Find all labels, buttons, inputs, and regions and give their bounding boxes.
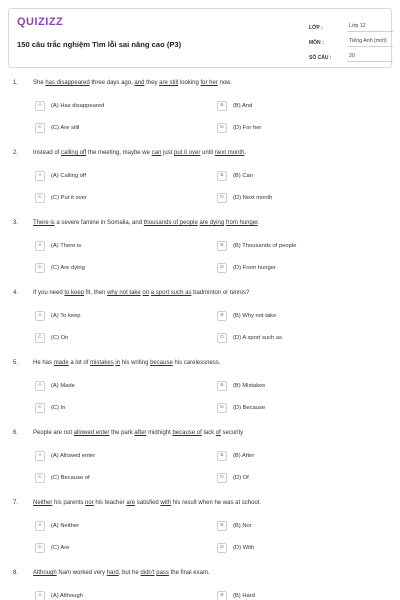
option-text: (A) Allowed enter xyxy=(51,452,96,459)
answer-option-a[interactable] xyxy=(35,240,81,251)
underlined-segment: calling off xyxy=(61,150,87,156)
text-segment: until xyxy=(200,150,215,156)
text-segment: . xyxy=(257,220,260,226)
text-segment: the meeting, maybe we xyxy=(86,150,152,156)
underlined-segment: Although xyxy=(33,570,57,576)
answer-option-a[interactable] xyxy=(35,170,86,181)
underlined-segment: mistakes xyxy=(90,360,114,366)
text-segment: the park xyxy=(109,430,135,436)
option-text: (D) Next month xyxy=(233,194,273,201)
option-text: (C) Are dying xyxy=(51,264,85,271)
question-text xyxy=(33,290,393,296)
option-letter-box[interactable]: A xyxy=(35,591,45,600)
text-segment: a lot of xyxy=(68,360,91,366)
question-text xyxy=(33,570,393,576)
underlined-segment: and xyxy=(134,80,145,86)
worksheet-meta xyxy=(309,20,393,65)
option-text: (D) Of xyxy=(233,474,249,481)
meta-row-count xyxy=(309,50,393,65)
option-text: (C) Are still xyxy=(51,124,80,131)
text-segment: lack xyxy=(201,430,216,436)
text-segment: his teacher xyxy=(93,500,127,506)
underlined-segment: made xyxy=(53,360,69,366)
answer-option-c[interactable] xyxy=(35,122,79,133)
underlined-segment: are xyxy=(126,500,136,506)
option-letter-box[interactable]: D xyxy=(217,543,227,553)
option-letter-box[interactable]: D xyxy=(217,193,227,203)
answer-option-c[interactable] xyxy=(35,402,66,413)
question-text xyxy=(33,220,393,226)
option-text: (A) There is xyxy=(51,242,82,249)
option-text: (A) Calling off xyxy=(51,172,87,179)
option-letter-box[interactable]: C xyxy=(35,123,45,133)
answer-option-c[interactable] xyxy=(35,332,68,343)
question-4 xyxy=(0,286,400,356)
option-text: (C) Because of xyxy=(51,474,90,481)
option-letter-box[interactable]: B xyxy=(217,591,227,600)
question-number: 8. xyxy=(13,570,19,576)
answer-option-d[interactable] xyxy=(217,472,249,483)
question-number: 2. xyxy=(13,150,19,156)
text-segment: midnight xyxy=(146,430,173,436)
answer-option-b[interactable] xyxy=(217,380,265,391)
option-text: (B) Thousands of people xyxy=(233,242,297,249)
option-letter-box[interactable]: D xyxy=(217,263,227,273)
answer-option-b[interactable] xyxy=(217,450,254,461)
underlined-segment: next month xyxy=(214,150,245,156)
underlined-segment: in xyxy=(115,360,121,366)
option-letter-box[interactable]: A xyxy=(35,241,45,251)
text-segment: his carelessness. xyxy=(172,360,221,366)
meta-value: 20 xyxy=(347,53,393,62)
text-segment: badminton or tennis? xyxy=(191,290,250,296)
question-text xyxy=(33,360,393,366)
question-text xyxy=(33,430,393,436)
option-text: (B) Mistakes xyxy=(233,382,266,389)
underlined-segment: has disappeared xyxy=(45,80,90,86)
question-number: 4. xyxy=(13,290,19,296)
question-number: 1. xyxy=(13,80,19,86)
answer-option-a[interactable] xyxy=(35,310,81,321)
text-segment: security xyxy=(220,430,244,436)
question-number: 5. xyxy=(13,360,19,366)
option-text: (B) Nor xyxy=(233,522,252,529)
meta-key: MÔN : xyxy=(309,39,324,46)
text-segment: they xyxy=(144,80,160,86)
option-text: (C) Are xyxy=(51,544,70,551)
underlined-segment: after xyxy=(134,430,147,436)
option-letter-box[interactable]: C xyxy=(35,193,45,203)
option-letter-box[interactable]: C xyxy=(35,403,45,413)
underlined-segment: nor xyxy=(85,500,94,506)
option-letter-box[interactable]: A xyxy=(35,101,45,111)
underlined-segment: Neither xyxy=(33,500,53,506)
answer-option-d[interactable] xyxy=(217,542,254,553)
question-7 xyxy=(0,496,400,566)
question-text xyxy=(33,150,393,156)
answer-option-b[interactable] xyxy=(217,310,276,321)
option-text: (B) Hard xyxy=(233,592,255,599)
option-letter-box[interactable]: C xyxy=(35,263,45,273)
option-text: (C) Put it over xyxy=(51,194,87,201)
answer-option-d[interactable] xyxy=(217,402,265,413)
answer-option-b[interactable] xyxy=(217,520,252,531)
quizizz-logo: QUIZIZZ xyxy=(17,16,64,28)
underlined-segment: on xyxy=(142,290,150,296)
text-segment: Nam worked very xyxy=(56,570,107,576)
answer-option-d[interactable] xyxy=(217,262,276,273)
text-segment: his parents xyxy=(52,500,86,506)
underlined-segment: from hunger xyxy=(225,220,258,226)
underlined-segment: are still xyxy=(159,80,179,86)
option-text: (B) Can xyxy=(233,172,253,179)
text-segment: fit, then xyxy=(84,290,108,296)
text-segment: looking xyxy=(178,80,201,86)
question-number: 3. xyxy=(13,220,19,226)
text-segment: the final exam. xyxy=(168,570,210,576)
underlined-segment: put it over xyxy=(174,150,201,156)
option-text: (B) Why not take xyxy=(233,312,277,319)
option-text: (B) After xyxy=(233,452,255,459)
underlined-segment: because of xyxy=(172,430,202,436)
option-text: (D) With xyxy=(233,544,255,551)
answer-option-d[interactable] xyxy=(217,122,261,133)
answer-option-d[interactable] xyxy=(217,332,282,343)
text-segment: his writing xyxy=(120,360,151,366)
underlined-segment: thousands of people xyxy=(143,220,198,226)
underlined-segment: hard xyxy=(106,570,119,576)
option-letter-box[interactable]: D xyxy=(217,123,227,133)
question-5 xyxy=(0,356,400,426)
underlined-segment: with xyxy=(160,500,172,506)
answer-option-a[interactable] xyxy=(35,380,75,391)
question-text xyxy=(33,80,393,86)
underlined-segment: are dying xyxy=(199,220,225,226)
option-letter-box[interactable]: A xyxy=(35,311,45,321)
answer-option-a[interactable] xyxy=(35,590,83,600)
question-3 xyxy=(0,216,400,286)
option-letter-box[interactable]: C xyxy=(35,543,45,553)
text-segment: satisfied xyxy=(135,500,161,506)
meta-row-class xyxy=(309,20,393,35)
answer-option-d[interactable] xyxy=(217,192,272,203)
answer-option-a[interactable] xyxy=(35,450,95,461)
option-letter-box[interactable]: D xyxy=(217,333,227,343)
option-text: (C) In xyxy=(51,404,66,411)
option-letter-box[interactable]: C xyxy=(35,333,45,343)
question-6 xyxy=(0,426,400,496)
underlined-segment: of xyxy=(215,430,221,436)
answer-option-b[interactable] xyxy=(217,170,253,181)
question-2 xyxy=(0,146,400,216)
option-letter-box[interactable]: B xyxy=(217,381,227,391)
meta-key: SỐ CÂU : xyxy=(309,54,332,61)
underlined-segment: to keep xyxy=(64,290,85,296)
underlined-segment: because xyxy=(150,360,173,366)
underlined-segment: why not take xyxy=(107,290,141,296)
option-letter-box[interactable]: A xyxy=(35,521,45,531)
option-letter-box[interactable]: B xyxy=(217,101,227,111)
text-segment: He has xyxy=(33,360,54,366)
option-letter-box[interactable]: B xyxy=(217,171,227,181)
option-text: (A) Neither xyxy=(51,522,80,529)
meta-value: Tiếng Anh (mới) xyxy=(347,38,393,47)
underlined-segment: can xyxy=(151,150,162,156)
worksheet-title: 150 câu trắc nghiệm Tìm lỗi sai nâng cao (P3) xyxy=(17,40,182,49)
option-text: (D) From hunger xyxy=(233,264,276,271)
meta-key: LỚP : xyxy=(309,24,323,31)
option-text: (D) For her xyxy=(233,124,262,131)
option-letter-box[interactable]: D xyxy=(217,473,227,483)
text-segment: Instead of xyxy=(33,150,62,156)
option-text: (D) Because xyxy=(233,404,266,411)
option-letter-box[interactable]: B xyxy=(217,521,227,531)
meta-row-subject xyxy=(309,35,393,50)
option-letter-box[interactable]: A xyxy=(35,381,45,391)
text-segment: . xyxy=(244,150,247,156)
underlined-segment: pass xyxy=(156,570,169,576)
question-number: 6. xyxy=(13,430,19,436)
answer-option-b[interactable] xyxy=(217,100,252,111)
option-text: (A) Although xyxy=(51,592,83,599)
option-letter-box[interactable]: B xyxy=(217,311,227,321)
answer-option-c[interactable] xyxy=(35,542,69,553)
meta-value: Lớp 12 xyxy=(347,23,393,32)
text-segment: now. xyxy=(217,80,232,86)
underlined-segment: allowed enter xyxy=(73,430,110,436)
text-segment: People are not xyxy=(33,430,74,436)
option-text: (A) Has disappeared xyxy=(51,102,105,109)
question-number: 7. xyxy=(13,500,19,506)
option-text: (A) To keep xyxy=(51,312,81,319)
answer-option-c[interactable] xyxy=(35,262,85,273)
option-text: (C) On xyxy=(51,334,69,341)
answer-option-b[interactable] xyxy=(217,240,296,251)
underlined-segment: There is xyxy=(33,220,55,226)
option-letter-box[interactable]: A xyxy=(35,171,45,181)
answer-option-a[interactable] xyxy=(35,520,79,531)
text-segment: , but he xyxy=(118,570,141,576)
answer-option-c[interactable] xyxy=(35,472,90,483)
option-letter-box[interactable]: B xyxy=(217,241,227,251)
answer-option-a[interactable] xyxy=(35,100,104,111)
text-segment: She xyxy=(33,80,46,86)
option-letter-box[interactable]: B xyxy=(217,451,227,461)
question-1 xyxy=(0,76,400,146)
underlined-segment: for her xyxy=(200,80,218,86)
text-segment: If you need xyxy=(33,290,65,296)
text-segment: just xyxy=(161,150,175,156)
option-letter-box[interactable]: C xyxy=(35,473,45,483)
text-segment: his result when he was at school. xyxy=(171,500,261,506)
question-text xyxy=(33,500,393,506)
underlined-segment: a sport such as xyxy=(150,290,192,296)
option-text: (B) And xyxy=(233,102,253,109)
underlined-segment: didn't xyxy=(140,570,155,576)
worksheet-header xyxy=(8,8,392,68)
text-segment: three days ago, xyxy=(89,80,135,86)
question-8 xyxy=(0,566,400,600)
option-text: (A) Made xyxy=(51,382,75,389)
option-letter-box[interactable]: A xyxy=(35,451,45,461)
question-list xyxy=(0,76,400,600)
option-letter-box[interactable]: D xyxy=(217,403,227,413)
option-text: (D) A sport such as xyxy=(233,334,282,341)
text-segment: a severe famine in Somalia, and xyxy=(54,220,144,226)
answer-option-c[interactable] xyxy=(35,192,87,203)
answer-option-b[interactable] xyxy=(217,590,255,600)
